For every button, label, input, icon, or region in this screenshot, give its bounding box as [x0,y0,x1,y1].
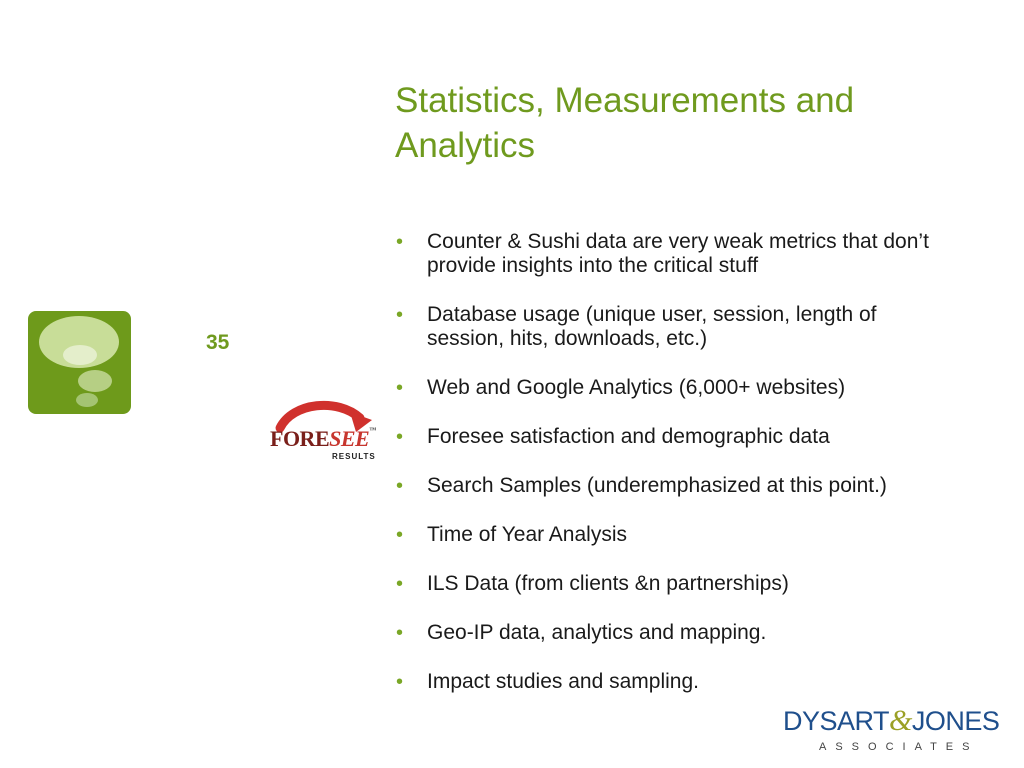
foresee-see: SEE [329,426,370,451]
bullet-item [395,425,935,449]
bullet-item [395,474,935,498]
company-name-part2: JONES [911,706,1000,736]
company-name-part1: DYSART [783,706,890,736]
bullet-dot: • [396,304,404,326]
bullet-item [395,670,935,694]
bullet-dot: • [396,231,404,253]
company-wordmark [783,704,999,738]
bullet-item [395,523,935,547]
company-associates: ASSOCIATES [819,741,979,753]
bullet-text: Foresee satisfaction and demographic data [427,425,830,448]
bullet-text: Impact studies and sampling. [427,670,699,693]
foresee-trademark: ™ [369,426,376,434]
bullet-item [395,376,935,400]
foresee-wordmark [270,426,376,452]
bullet-dot: • [396,426,404,448]
foresee-results: RESULTS [332,452,376,461]
company-ampersand: & [889,704,912,737]
slide-title: Statistics, Measurements and Analytics [395,81,855,165]
bullet-dot: • [396,671,404,693]
bullet-item [395,230,935,278]
bullet-dot: • [396,622,404,644]
bullet-dot: • [396,524,404,546]
slide-number: 35 [206,331,230,354]
bullet-item [395,303,935,351]
bullet-text: ILS Data (from clients &n partnerships) [427,572,789,595]
bullet-item [395,572,935,596]
bullet-text: Time of Year Analysis [427,523,627,546]
bullet-item [395,621,935,645]
bullet-text: Geo-IP data, analytics and mapping. [427,621,767,644]
bullet-text: Search Samples (underemphasized at this point.) [427,474,887,497]
bullet-dot: • [396,377,404,399]
bullet-list [395,230,935,719]
bullet-text: Counter & Sushi data are very weak metrics that don’t provide insights into the critical stuff [427,230,929,277]
foresee-logo [268,398,388,468]
dysart-jones-logo [783,704,1003,756]
foresee-fore: FORE [270,426,330,451]
speech-bubbles-icon [28,311,131,414]
bullet-dot: • [396,475,404,497]
bullet-text: Web and Google Analytics (6,000+ websites) [427,376,846,399]
bullet-dot: • [396,573,404,595]
bullet-text: Database usage (unique user, session, length of session, hits, downloads, etc.) [427,303,877,350]
